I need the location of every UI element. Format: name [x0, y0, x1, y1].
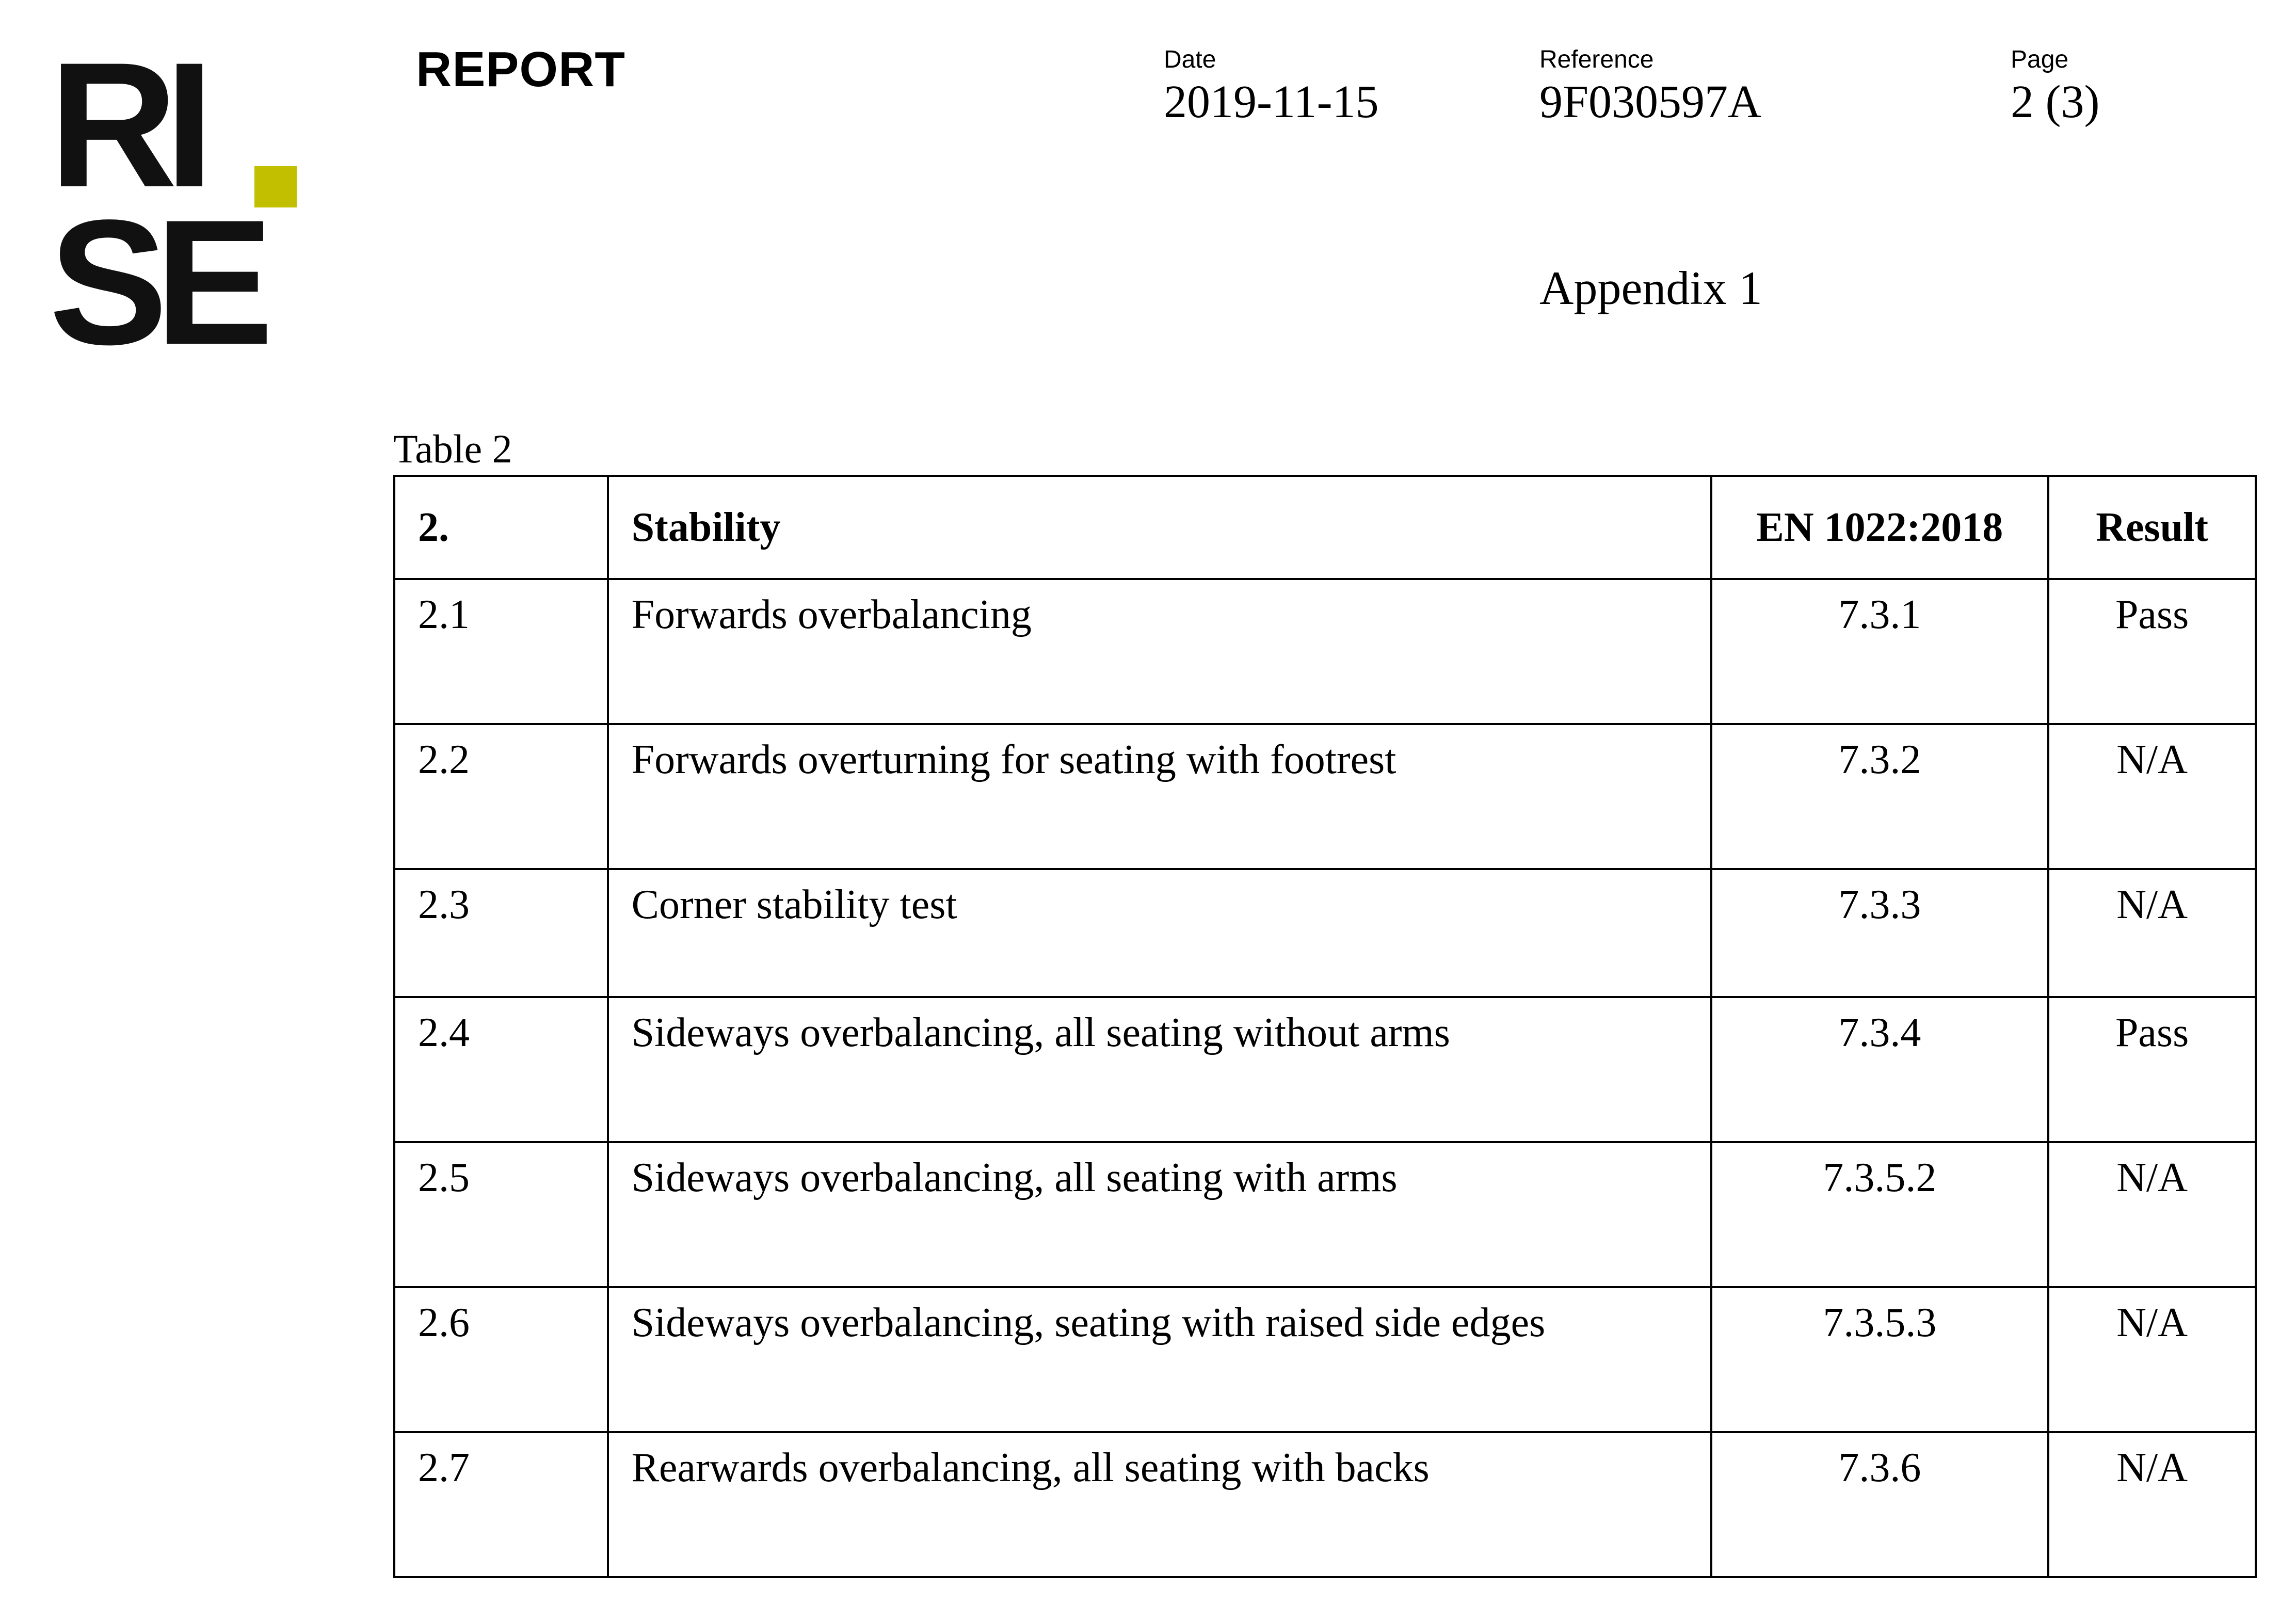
table-header-row [394, 476, 2256, 579]
table-row [394, 997, 2256, 1142]
header-number: 2. [394, 476, 608, 579]
logo-text-top: RI [49, 26, 201, 224]
row-result: N/A [2048, 1432, 2256, 1577]
page-value: 2 (3) [2011, 76, 2100, 127]
row-clause: 7.3.2 [1711, 724, 2049, 869]
table-row [394, 579, 2256, 724]
row-number: 2.5 [394, 1142, 608, 1287]
row-result: N/A [2048, 869, 2256, 997]
date-label: Date [1164, 46, 1216, 73]
page-label: Page [2011, 46, 2069, 73]
row-test: Forwards overturning for seating with footrest [608, 724, 1711, 869]
document-type: REPORT [416, 42, 626, 97]
date-value: 2019-11-15 [1164, 76, 1379, 127]
table-caption: Table 2 [393, 426, 512, 471]
row-test: Sideways overbalancing, seating with raised side edges [608, 1287, 1711, 1432]
header-result: Result [2048, 476, 2256, 579]
rise-logo [49, 26, 307, 382]
reference-value: 9F030597A [1539, 76, 1762, 127]
row-number: 2.2 [394, 724, 608, 869]
meta-date [1164, 45, 1379, 128]
table-row [394, 724, 2256, 869]
header-standard: EN 1022:2018 [1711, 476, 2049, 579]
row-result: N/A [2048, 724, 2256, 869]
row-test: Sideways overbalancing, all seating without arms [608, 997, 1711, 1142]
table-row [394, 1432, 2256, 1577]
reference-label: Reference [1539, 46, 1654, 73]
row-result: Pass [2048, 579, 2256, 724]
logo-accent-square [254, 166, 297, 207]
stability-table [393, 475, 2257, 1578]
row-clause: 7.3.3 [1711, 869, 2049, 997]
row-result: Pass [2048, 997, 2256, 1142]
row-clause: 7.3.5.3 [1711, 1287, 2049, 1432]
row-number: 2.3 [394, 869, 608, 997]
row-number: 2.1 [394, 579, 608, 724]
row-result: N/A [2048, 1287, 2256, 1432]
header-stability: Stability [608, 476, 1711, 579]
row-clause: 7.3.6 [1711, 1432, 2049, 1577]
row-number: 2.6 [394, 1287, 608, 1432]
row-test: Corner stability test [608, 869, 1711, 997]
table-row [394, 1287, 2256, 1432]
meta-page [2011, 45, 2099, 128]
row-test: Rearwards overbalancing, all seating with backs [608, 1432, 1711, 1577]
row-result: N/A [2048, 1142, 2256, 1287]
row-clause: 7.3.1 [1711, 579, 2049, 724]
meta-reference [1539, 45, 1761, 128]
row-number: 2.4 [394, 997, 608, 1142]
row-clause: 7.3.4 [1711, 997, 2049, 1142]
table-row [394, 1142, 2256, 1287]
row-test: Forwards overbalancing [608, 579, 1711, 724]
logo-text-bottom: SE [49, 183, 261, 382]
table-row [394, 869, 2256, 997]
appendix-title: Appendix 1 [1539, 262, 1762, 314]
row-test: Sideways overbalancing, all seating with arms [608, 1142, 1711, 1287]
row-number: 2.7 [394, 1432, 608, 1577]
row-clause: 7.3.5.2 [1711, 1142, 2049, 1287]
